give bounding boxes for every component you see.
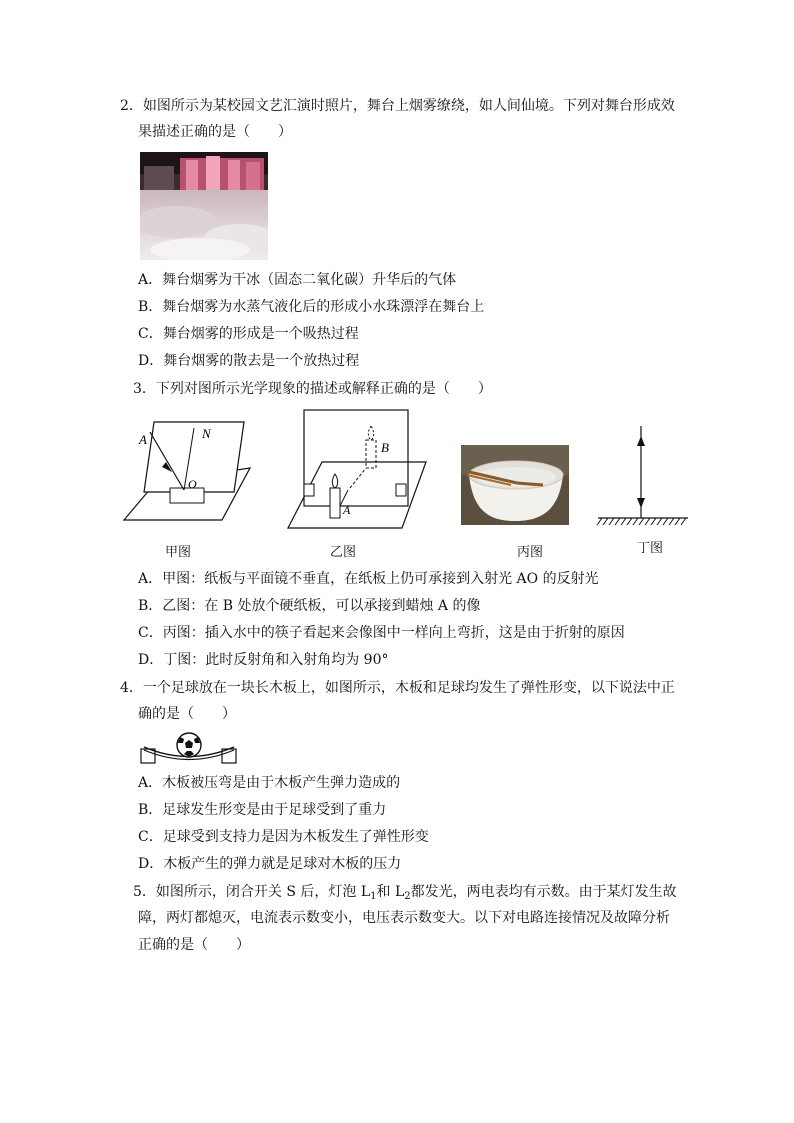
q5-stem-line1 [133,882,677,902]
q2-stem-line2: 果描述正确的是（ ） [138,124,292,140]
q5-stem-line3: 正确的是（ ） [138,937,250,953]
q4-stem-line1: 4．一个足球放在一块长木板上，如图所示，木板和足球均发生了弹性形变，以下说法中正 [120,680,675,696]
figure-ding-normal-incidence [596,424,690,530]
q5-stem-line2: 障，两灯都熄灭，电流表示数变小，电压表示数变大。以下对电路连接情况及故障分析 [138,910,670,926]
q3-option-c: C．丙图：插入水中的筷子看起来会像图中一样向上弯折，这是由于折射的原因 [138,625,625,641]
q4-stem-line2: 确的是（ ） [138,706,236,722]
figure-jia-mirror-reflection [122,420,252,524]
figure-football-on-board [140,730,240,766]
caption-jia: 甲图 [164,545,191,560]
figure-bing-chopsticks-bowl-photo [461,445,569,525]
q4-option-c: C．足球受到支持力是因为木板发生了弹性形变 [138,829,429,845]
q3-option-b: B．乙图：在 B 处放个硬纸板，可以承接到蜡烛 A 的像 [138,598,481,614]
fig-label-n: N [202,426,211,441]
fig-label-candle-a: A [343,503,351,517]
q3-option-d: D．丁图：此时反射角和入射角均为 90° [138,652,389,668]
q5-text-a: 5．如图所示，闭合开关 S 后，灯泡 L [133,884,371,900]
q2-option-d: D．舞台烟雾的散去是一个放热过程 [138,353,360,369]
q5-sub-2: 2 [404,891,411,902]
q4-option-d: D．木板产生的弹力就是足球对木板的压力 [138,856,402,872]
q5-sub-1: 1 [370,891,377,902]
q3-stem: 3．下列对图所示光学现象的描述或解释正确的是（ ） [133,381,492,397]
q2-option-b: B．舞台烟雾为水蒸气液化后的形成小水珠漂浮在舞台上 [138,299,485,315]
q4-option-a: A．木板被压弯是由于木板产生弹力造成的 [138,775,401,791]
caption-yi: 乙图 [329,545,356,560]
figure-yi-plane-mirror-candle [286,408,428,532]
fig-label-b: B [381,440,389,455]
q5-text-b: 和 L [376,884,405,900]
q5-text-c: 都发光，两电表均有示数。由于某灯发生故 [410,884,677,900]
q2-option-c: C．舞台烟雾的形成是一个吸热过程 [138,326,359,342]
fig-label-o: O [188,477,197,491]
q2-stem-line1: 2．如图所示为某校园文艺汇演时照片，舞台上烟雾缭绕，如人间仙境。下列对舞台形成效 [120,98,675,114]
q2-option-a: A．舞台烟雾为干冰（固态二氧化碳）升华后的气体 [138,272,457,288]
stage-smoke-photo [140,152,268,260]
q3-option-a: A．甲图：纸板与平面镜不垂直，在纸板上仍可承接到入射光 AO 的反射光 [138,571,599,587]
caption-ding: 丁图 [636,541,663,556]
fig-label-a: A [139,432,147,447]
q4-option-b: B．足球发生形变是由于足球受到了重力 [138,802,387,818]
caption-bing: 丙图 [516,545,543,560]
